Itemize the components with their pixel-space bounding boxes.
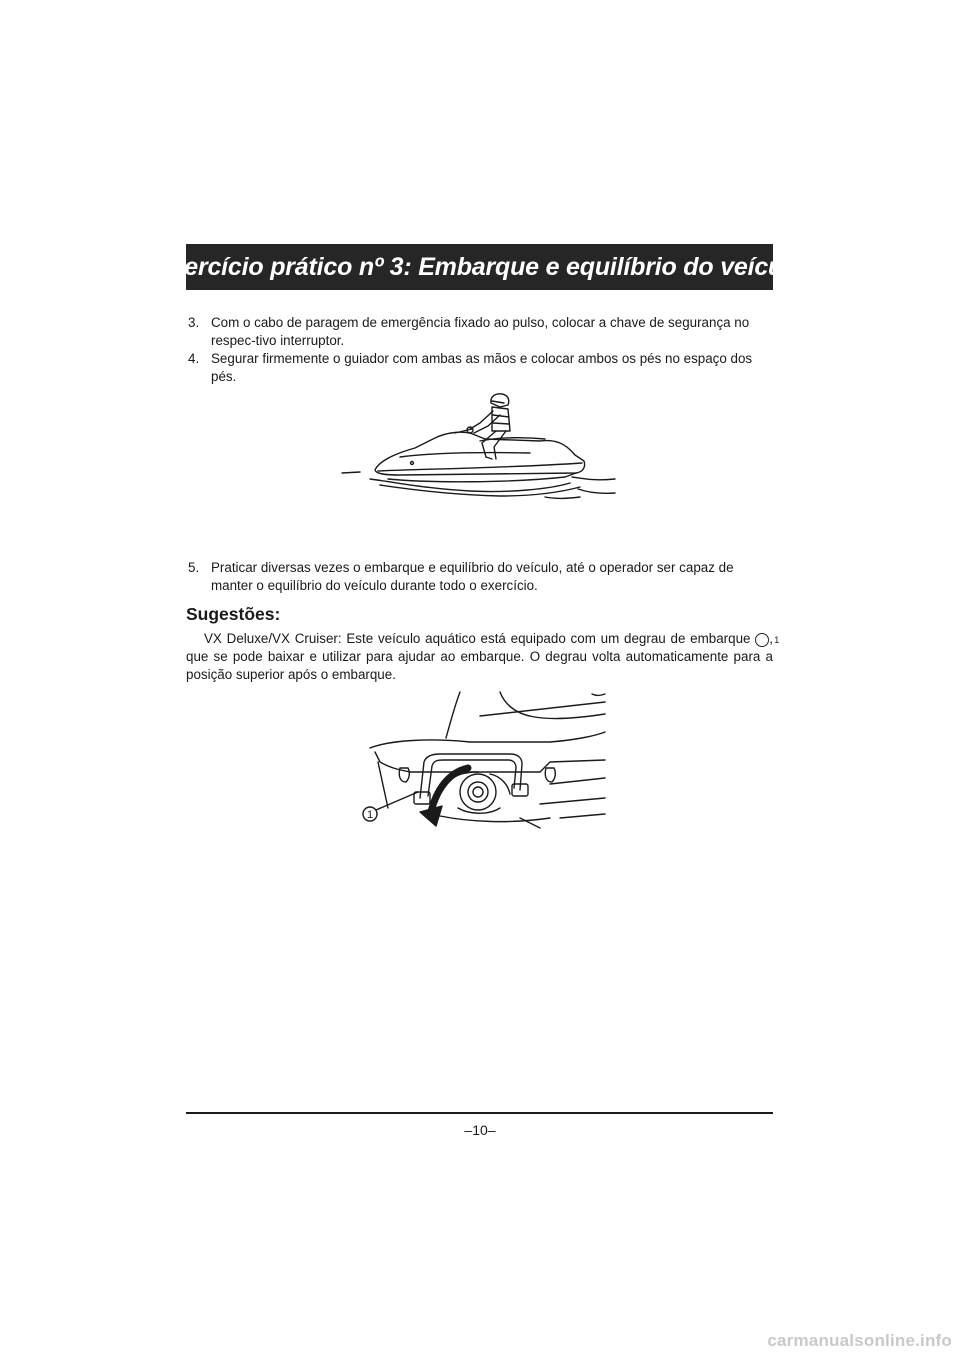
- step-item: [186, 350, 773, 386]
- step-item: [186, 314, 773, 350]
- tips-heading: Sugestões:: [186, 604, 281, 624]
- header-bar: [154, 244, 805, 290]
- watermark: carmanualsonline.info: [767, 1331, 952, 1350]
- step-number: 3.: [188, 315, 200, 330]
- rider-on-watercraft-illustration: [340, 393, 620, 505]
- page-number: –10–: [464, 1122, 496, 1138]
- step-item: [186, 559, 773, 595]
- figure-callout-label: 1: [366, 809, 374, 821]
- tips-paragraph: [186, 630, 780, 684]
- step-number: 5.: [188, 560, 200, 575]
- steps-list-a: [186, 314, 773, 386]
- step-text: Com o cabo de paragem de emergência fixado ao pulso, colocar a chave de segurança no respec-tivo interruptor.: [211, 315, 750, 348]
- step-text: Segurar firmemente o guiador com ambas as mãos e colocar ambos os pés no espaço dos pés.: [211, 351, 753, 384]
- tips-text-after: , que se pode baixar e utilizar para ajudar ao embarque. O degrau volta automaticamente para a posição superior após o embarque.: [186, 631, 773, 682]
- step-text: Praticar diversas vezes o embarque e equilíbrio do veículo, até o operador ser capaz de manter o equilíbrio do veículo durante todo o exercício.: [211, 560, 734, 593]
- steps-list-b: [186, 559, 773, 595]
- boarding-step-illustration: [350, 688, 610, 830]
- callout-1-badge: 1: [755, 633, 769, 647]
- footer-divider: [186, 1112, 773, 1114]
- tips-text-before: VX Deluxe/VX Cruiser: Este veículo aquático está equipado com um degrau de embarque: [204, 631, 756, 646]
- page-title: Exercício prático nº 3: Embarque e equilíbrio do veículo: [154, 252, 805, 281]
- step-number: 4.: [188, 351, 200, 366]
